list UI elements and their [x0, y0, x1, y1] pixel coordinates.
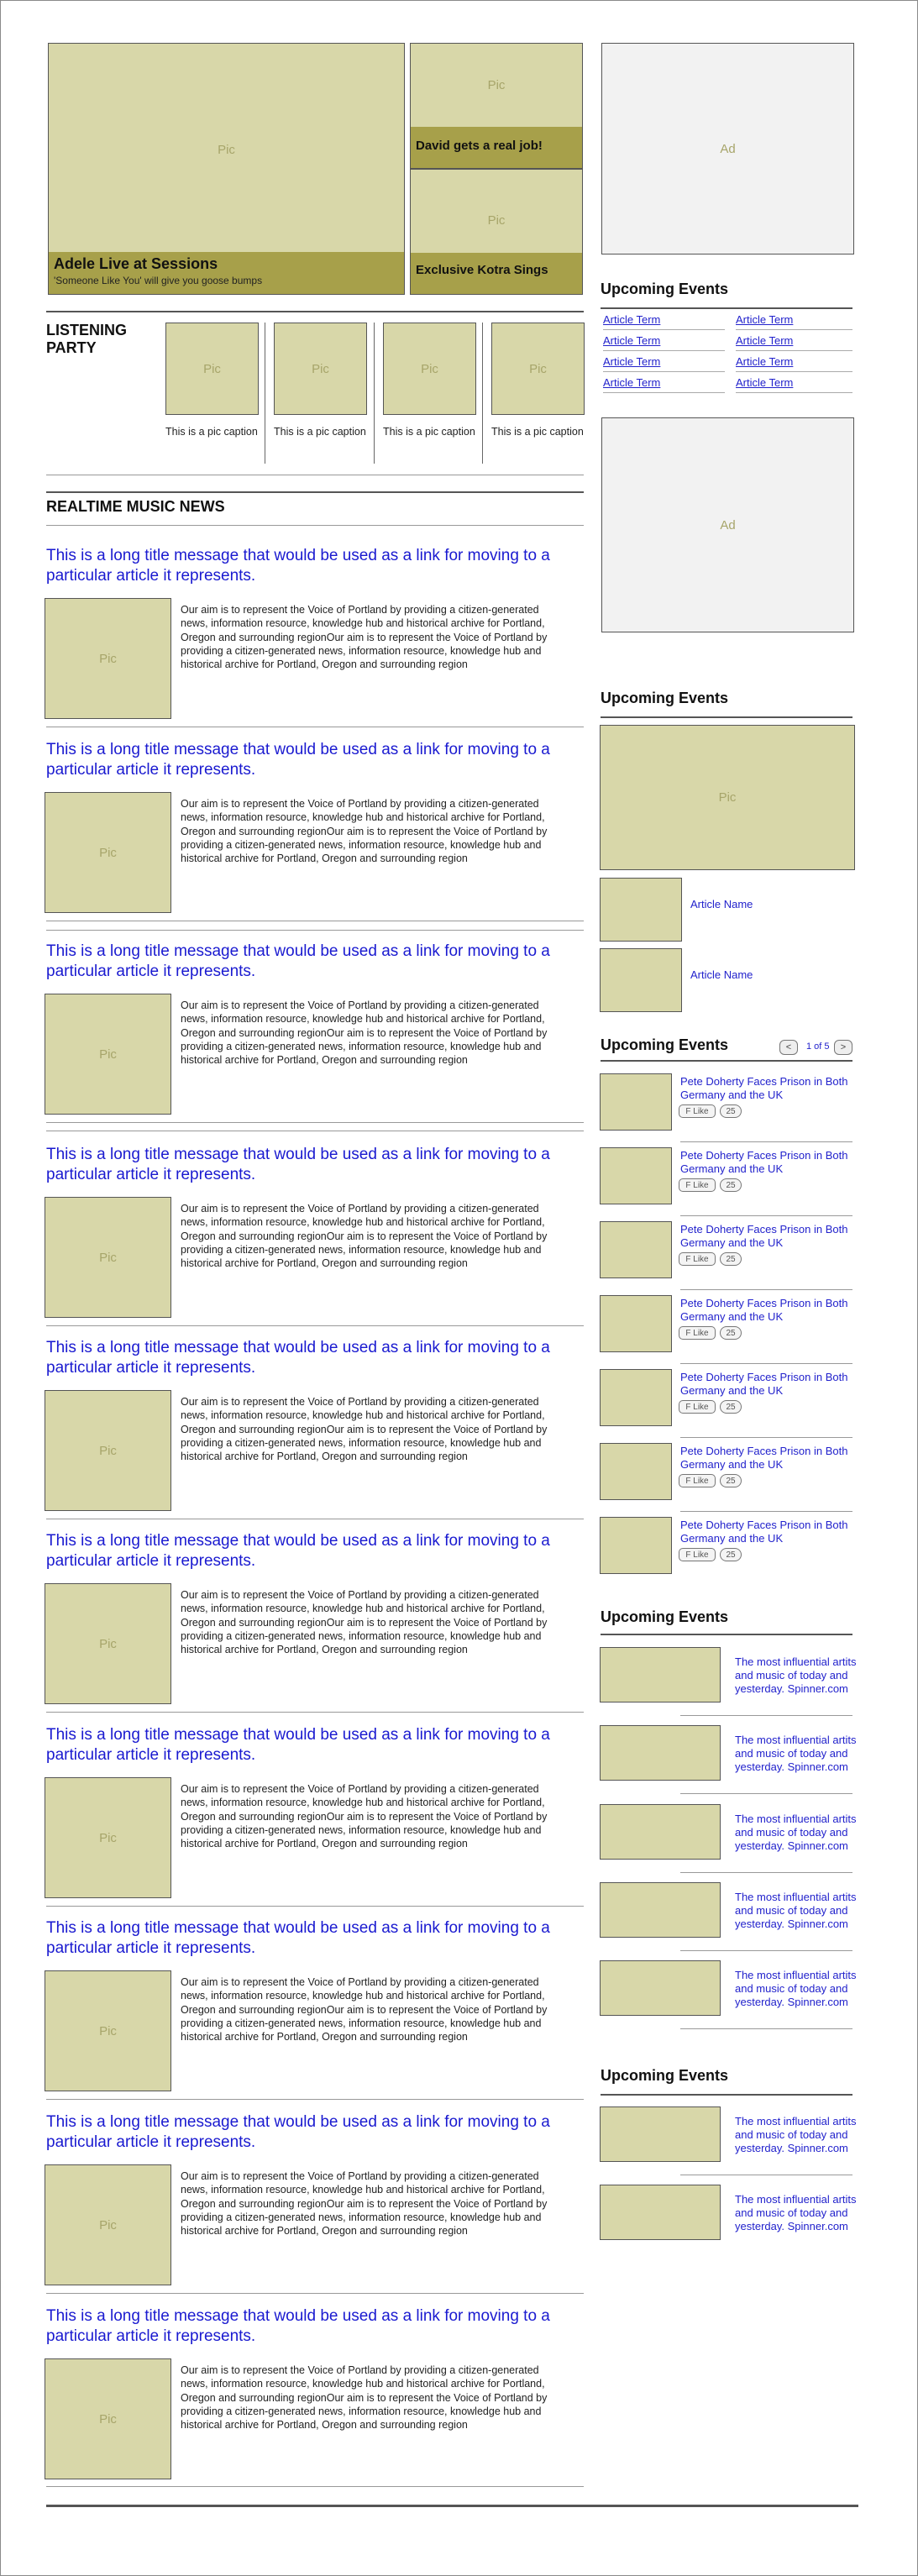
news-title-link[interactable]: This is a long title message that would be used as a link for moving to a particular article it represents.: [46, 1339, 550, 1377]
event-title-link[interactable]: Pete Doherty Faces Prison in Both Germany and the UK: [680, 1371, 848, 1397]
events3-rule: [601, 1060, 852, 1062]
like-button[interactable]: F Like: [679, 1104, 716, 1118]
listening-party-pic[interactable]: [274, 323, 367, 415]
pic-label: Pic: [718, 790, 737, 805]
like-count: 25: [720, 1548, 742, 1561]
term-divider: [736, 350, 852, 351]
hero-side-bottom-caption[interactable]: [411, 253, 582, 294]
like-button[interactable]: F Like: [679, 1252, 716, 1266]
like-button[interactable]: F Like: [679, 1326, 716, 1340]
term-divider: [736, 371, 852, 372]
events2-rule: [601, 716, 852, 718]
spinner-link[interactable]: The most influential artits and music of today and yesterday. Spinner.com: [735, 1891, 857, 1930]
news-pic[interactable]: [45, 598, 171, 719]
news-divider: [46, 2293, 584, 2294]
like-count: 25: [720, 1178, 742, 1192]
like-button[interactable]: F Like: [679, 1548, 716, 1561]
spinner-link[interactable]: The most influential artits and music of today and yesterday. Spinner.com: [735, 1969, 857, 2008]
spinner-link[interactable]: The most influential artits and music of today and yesterday. Spinner.com: [735, 1655, 857, 1695]
listening-party-pic[interactable]: [491, 323, 585, 415]
news-title-link[interactable]: This is a long title message that would be used as a link for moving to a particular article it represents.: [46, 1919, 550, 1957]
news-title-link[interactable]: This is a long title message that would be used as a link for moving to a particular article it represents.: [46, 1532, 550, 1570]
event-thumb[interactable]: [600, 1147, 672, 1204]
news-body: Our aim is to represent the Voice of Portland by providing a citizen-generated news, information resource, knowledge hub and historical archive for Portland, Oregon and surrounding regionOur aim is to represent the Voice of Portland by providing a citizen-generated news, information resource, knowledge hub and historical archive for Portland, Oregon and surrounding region: [181, 1396, 548, 1463]
news-pic[interactable]: [45, 1970, 171, 2091]
spinner-divider: [680, 1715, 852, 1716]
event-title-link[interactable]: Pete Doherty Faces Prison in Both Germany and the UK: [680, 1075, 848, 1101]
event-article-link[interactable]: Article Name: [690, 968, 753, 981]
pic-label: Pic: [99, 1250, 117, 1265]
spinner-divider: [680, 2028, 852, 2029]
ad-label: Ad: [720, 517, 736, 533]
listening-party-caption: This is a pic caption: [383, 426, 475, 438]
spinner-divider: [680, 1950, 852, 1951]
like-count: 25: [720, 1252, 742, 1266]
news-title-link[interactable]: This is a long title message that would be used as a link for moving to a particular article it represents.: [46, 741, 550, 779]
news-divider: [46, 930, 584, 931]
news-title-link[interactable]: This is a long title message that would be used as a link for moving to a particular article it represents.: [46, 2113, 550, 2151]
spinner-thumb[interactable]: [600, 1725, 721, 1781]
spinner-thumb[interactable]: [600, 2185, 721, 2240]
events3-pager-label: 1 of 5: [806, 1041, 830, 1052]
listening-party-pic[interactable]: [165, 323, 259, 415]
news-divider: [46, 1325, 584, 1326]
page-bottom-rule: [46, 2505, 858, 2507]
event-thumb[interactable]: [600, 1517, 672, 1574]
like-button[interactable]: F Like: [679, 1400, 716, 1414]
news-title-link[interactable]: This is a long title message that would be used as a link for moving to a particular article it represents.: [46, 1726, 550, 1764]
news-section-title: REALTIME MUSIC NEWS: [46, 498, 225, 515]
events5-rule: [601, 2094, 852, 2096]
pic-label: Pic: [99, 2217, 117, 2232]
news-title-link[interactable]: This is a long title message that would be used as a link for moving to a particular article it represents.: [46, 1146, 550, 1183]
ad-label: Ad: [720, 141, 736, 156]
news-body: Our aim is to represent the Voice of Portland by providing a citizen-generated news, information resource, knowledge hub and historical archive for Portland, Oregon and surrounding regionOur aim is to represent the Voice of Portland by providing a citizen-generated news, information resource, knowledge hub and historical archive for Portland, Oregon and surrounding region: [181, 999, 548, 1067]
spinner-link[interactable]: The most influential artits and music of today and yesterday. Spinner.com: [735, 1734, 857, 1773]
news-divider: [46, 2099, 584, 2100]
event-article-thumb[interactable]: [600, 878, 682, 942]
pic-label: Pic: [99, 2411, 117, 2426]
hero-side-top-caption[interactable]: [411, 127, 582, 168]
news-pic[interactable]: [45, 1197, 171, 1318]
news-divider: [46, 1906, 584, 1907]
news-title-link[interactable]: This is a long title message that would be used as a link for moving to a particular article it represents.: [46, 942, 550, 980]
spinner-link[interactable]: The most influential artits and music of today and yesterday. Spinner.com: [735, 1813, 857, 1852]
events4-rule: [601, 1634, 852, 1635]
event-divider: [680, 1215, 852, 1216]
news-divider: [46, 1122, 584, 1123]
pic-label: Pic: [421, 361, 438, 376]
event-article-thumb[interactable]: [600, 948, 682, 1012]
pic-label: Pic: [487, 212, 506, 228]
like-count: 25: [720, 1474, 742, 1487]
pic-label: Pic: [312, 361, 329, 376]
listening-party-divider: [482, 323, 483, 464]
events1-title: Upcoming Events: [601, 281, 729, 297]
hero-main-subtitle: 'Someone Like You' will give you goose bumps: [54, 275, 263, 286]
event-divider: [680, 1511, 852, 1512]
pic-label: Pic: [99, 1443, 117, 1458]
spinner-thumb[interactable]: [600, 1647, 721, 1702]
news-title-rule: [46, 525, 584, 526]
listening-party-divider: [374, 323, 375, 464]
pic-label: Pic: [529, 361, 547, 376]
pic-label: Pic: [99, 1830, 117, 1845]
like-count: 25: [720, 1400, 742, 1414]
like-button[interactable]: F Like: [679, 1474, 716, 1487]
events2-title: Upcoming Events: [601, 690, 729, 706]
event-divider: [680, 1363, 852, 1364]
term-divider: [603, 371, 725, 372]
events5-title: Upcoming Events: [601, 2067, 729, 2084]
events3-next-button[interactable]: >: [834, 1040, 852, 1055]
pic-label: Pic: [218, 143, 235, 157]
listening-party-title: LISTENING PARTY: [46, 322, 128, 356]
like-count: 25: [720, 1326, 742, 1340]
news-body: Our aim is to represent the Voice of Portland by providing a citizen-generated news, information resource, knowledge hub and historical archive for Portland, Oregon and surrounding regionOur aim is to represent the Voice of Portland by providing a citizen-generated news, information resource, knowledge hub and historical archive for Portland, Oregon and surrounding region: [181, 604, 548, 671]
pic-label: Pic: [203, 361, 221, 376]
ad-top[interactable]: [601, 43, 854, 254]
like-count: 25: [720, 1104, 742, 1118]
event-thumb[interactable]: [600, 1369, 672, 1426]
event-thumb[interactable]: [600, 1221, 672, 1278]
event-divider: [680, 1289, 852, 1290]
hero-side-top-title: David gets a real job!: [416, 139, 543, 153]
event-divider: [680, 1141, 852, 1142]
news-pic[interactable]: [45, 792, 171, 913]
news-pic[interactable]: [45, 994, 171, 1115]
news-body: Our aim is to represent the Voice of Portland by providing a citizen-generated news, information resource, knowledge hub and historical archive for Portland, Oregon and surrounding regionOur aim is to represent the Voice of Portland by providing a citizen-generated news, information resource, knowledge hub and historical archive for Portland, Oregon and surrounding region: [181, 2364, 548, 2432]
event-title-link[interactable]: Pete Doherty Faces Prison in Both Germany and the UK: [680, 1149, 848, 1175]
news-body: Our aim is to represent the Voice of Portland by providing a citizen-generated news, information resource, knowledge hub and historical archive for Portland, Oregon and surrounding regionOur aim is to represent the Voice of Portland by providing a citizen-generated news, information resource, knowledge hub and historical archive for Portland, Oregon and surrounding region: [181, 1589, 548, 1656]
term-divider: [603, 350, 725, 351]
news-divider: [46, 1712, 584, 1713]
event-article-link[interactable]: Article Name: [690, 898, 753, 910]
event-divider: [680, 1437, 852, 1438]
listening-party-pic[interactable]: [383, 323, 476, 415]
event-title-link[interactable]: Pete Doherty Faces Prison in Both Germany and the UK: [680, 1519, 848, 1545]
like-button[interactable]: F Like: [679, 1178, 716, 1192]
term-divider: [603, 329, 725, 330]
article-term-link[interactable]: Article Term: [603, 376, 661, 389]
article-term-link[interactable]: Article Term: [736, 376, 794, 389]
news-body: Our aim is to represent the Voice of Portland by providing a citizen-generated news, information resource, knowledge hub and historical archive for Portland, Oregon and surrounding regionOur aim is to represent the Voice of Portland by providing a citizen-generated news, information resource, knowledge hub and historical archive for Portland, Oregon and surrounding region: [181, 1203, 548, 1270]
listening-party-top-rule: [46, 311, 584, 312]
term-divider: [736, 392, 852, 393]
article-term-link[interactable]: Article Term: [603, 334, 661, 347]
event-title-link[interactable]: Pete Doherty Faces Prison in Both Germany and the UK: [680, 1297, 848, 1323]
hero-main-caption[interactable]: [49, 252, 404, 294]
hero-main-title: Adele Live at Sessions: [54, 255, 218, 272]
events3-prev-button[interactable]: <: [779, 1040, 798, 1055]
listening-party-caption: This is a pic caption: [165, 426, 258, 438]
news-top-rule: [46, 491, 584, 493]
listening-party-caption: This is a pic caption: [491, 426, 584, 438]
spinner-thumb[interactable]: [600, 1882, 721, 1938]
spinner-divider: [680, 1872, 852, 1873]
event-title-link[interactable]: Pete Doherty Faces Prison in Both Germany and the UK: [680, 1223, 848, 1249]
event-thumb[interactable]: [600, 1295, 672, 1352]
news-pic[interactable]: [45, 2358, 171, 2479]
news-divider: [46, 2486, 584, 2487]
article-term-link[interactable]: Article Term: [603, 355, 661, 368]
events3-title: Upcoming Events: [601, 1036, 729, 1053]
pic-label: Pic: [99, 845, 117, 860]
news-title-link[interactable]: This is a long title message that would be used as a link for moving to a particular article it represents.: [46, 547, 550, 585]
spinner-link[interactable]: The most influential artits and music of today and yesterday. Spinner.com: [735, 2115, 857, 2154]
pic-label: Pic: [99, 1636, 117, 1651]
news-body: Our aim is to represent the Voice of Portland by providing a citizen-generated news, information resource, knowledge hub and historical archive for Portland, Oregon and surrounding regionOur aim is to represent the Voice of Portland by providing a citizen-generated news, information resource, knowledge hub and historical archive for Portland, Oregon and surrounding region: [181, 1976, 548, 2043]
article-term-link[interactable]: Article Term: [603, 313, 661, 326]
events2-main-pic[interactable]: [600, 725, 855, 870]
term-divider: [603, 392, 725, 393]
ad-middle[interactable]: [601, 417, 854, 632]
spinner-link[interactable]: The most influential artits and music of today and yesterday. Spinner.com: [735, 2193, 857, 2232]
pic-label: Pic: [487, 77, 506, 92]
spinner-divider: [680, 1793, 852, 1794]
event-thumb[interactable]: [600, 1443, 672, 1500]
news-pic[interactable]: [45, 1777, 171, 1898]
pic-label: Pic: [99, 2023, 117, 2038]
events1-rule: [601, 307, 852, 309]
article-term-link[interactable]: Article Term: [736, 355, 794, 368]
spinner-thumb[interactable]: [600, 1804, 721, 1860]
news-body: Our aim is to represent the Voice of Portland by providing a citizen-generated news, information resource, knowledge hub and historical archive for Portland, Oregon and surrounding regionOur aim is to represent the Voice of Portland by providing a citizen-generated news, information resource, knowledge hub and historical archive for Portland, Oregon and surrounding region: [181, 2170, 548, 2238]
article-term-link[interactable]: Article Term: [736, 334, 794, 347]
spinner-thumb[interactable]: [600, 1960, 721, 2016]
news-body: Our aim is to represent the Voice of Portland by providing a citizen-generated news, information resource, knowledge hub and historical archive for Portland, Oregon and surrounding regionOur aim is to represent the Voice of Portland by providing a citizen-generated news, information resource, knowledge hub and historical archive for Portland, Oregon and surrounding region: [181, 798, 548, 865]
news-pic[interactable]: [45, 1390, 171, 1511]
news-pic[interactable]: [45, 2164, 171, 2285]
listening-party-caption: This is a pic caption: [274, 426, 366, 438]
spinner-thumb[interactable]: [600, 2106, 721, 2162]
article-term-link[interactable]: Article Term: [736, 313, 794, 326]
news-pic[interactable]: [45, 1583, 171, 1704]
pic-label: Pic: [99, 651, 117, 666]
term-divider: [736, 329, 852, 330]
news-title-link[interactable]: This is a long title message that would be used as a link for moving to a particular article it represents.: [46, 2307, 550, 2345]
hero-side-bottom-title: Exclusive Kotra Sings: [416, 263, 548, 277]
pic-label: Pic: [99, 1047, 117, 1062]
event-title-link[interactable]: Pete Doherty Faces Prison in Both Germany and the UK: [680, 1445, 848, 1471]
events4-title: Upcoming Events: [601, 1608, 729, 1625]
news-body: Our aim is to represent the Voice of Portland by providing a citizen-generated news, information resource, knowledge hub and historical archive for Portland, Oregon and surrounding regionOur aim is to represent the Voice of Portland by providing a citizen-generated news, information resource, knowledge hub and historical archive for Portland, Oregon and surrounding region: [181, 1783, 548, 1850]
event-thumb[interactable]: [600, 1073, 672, 1131]
